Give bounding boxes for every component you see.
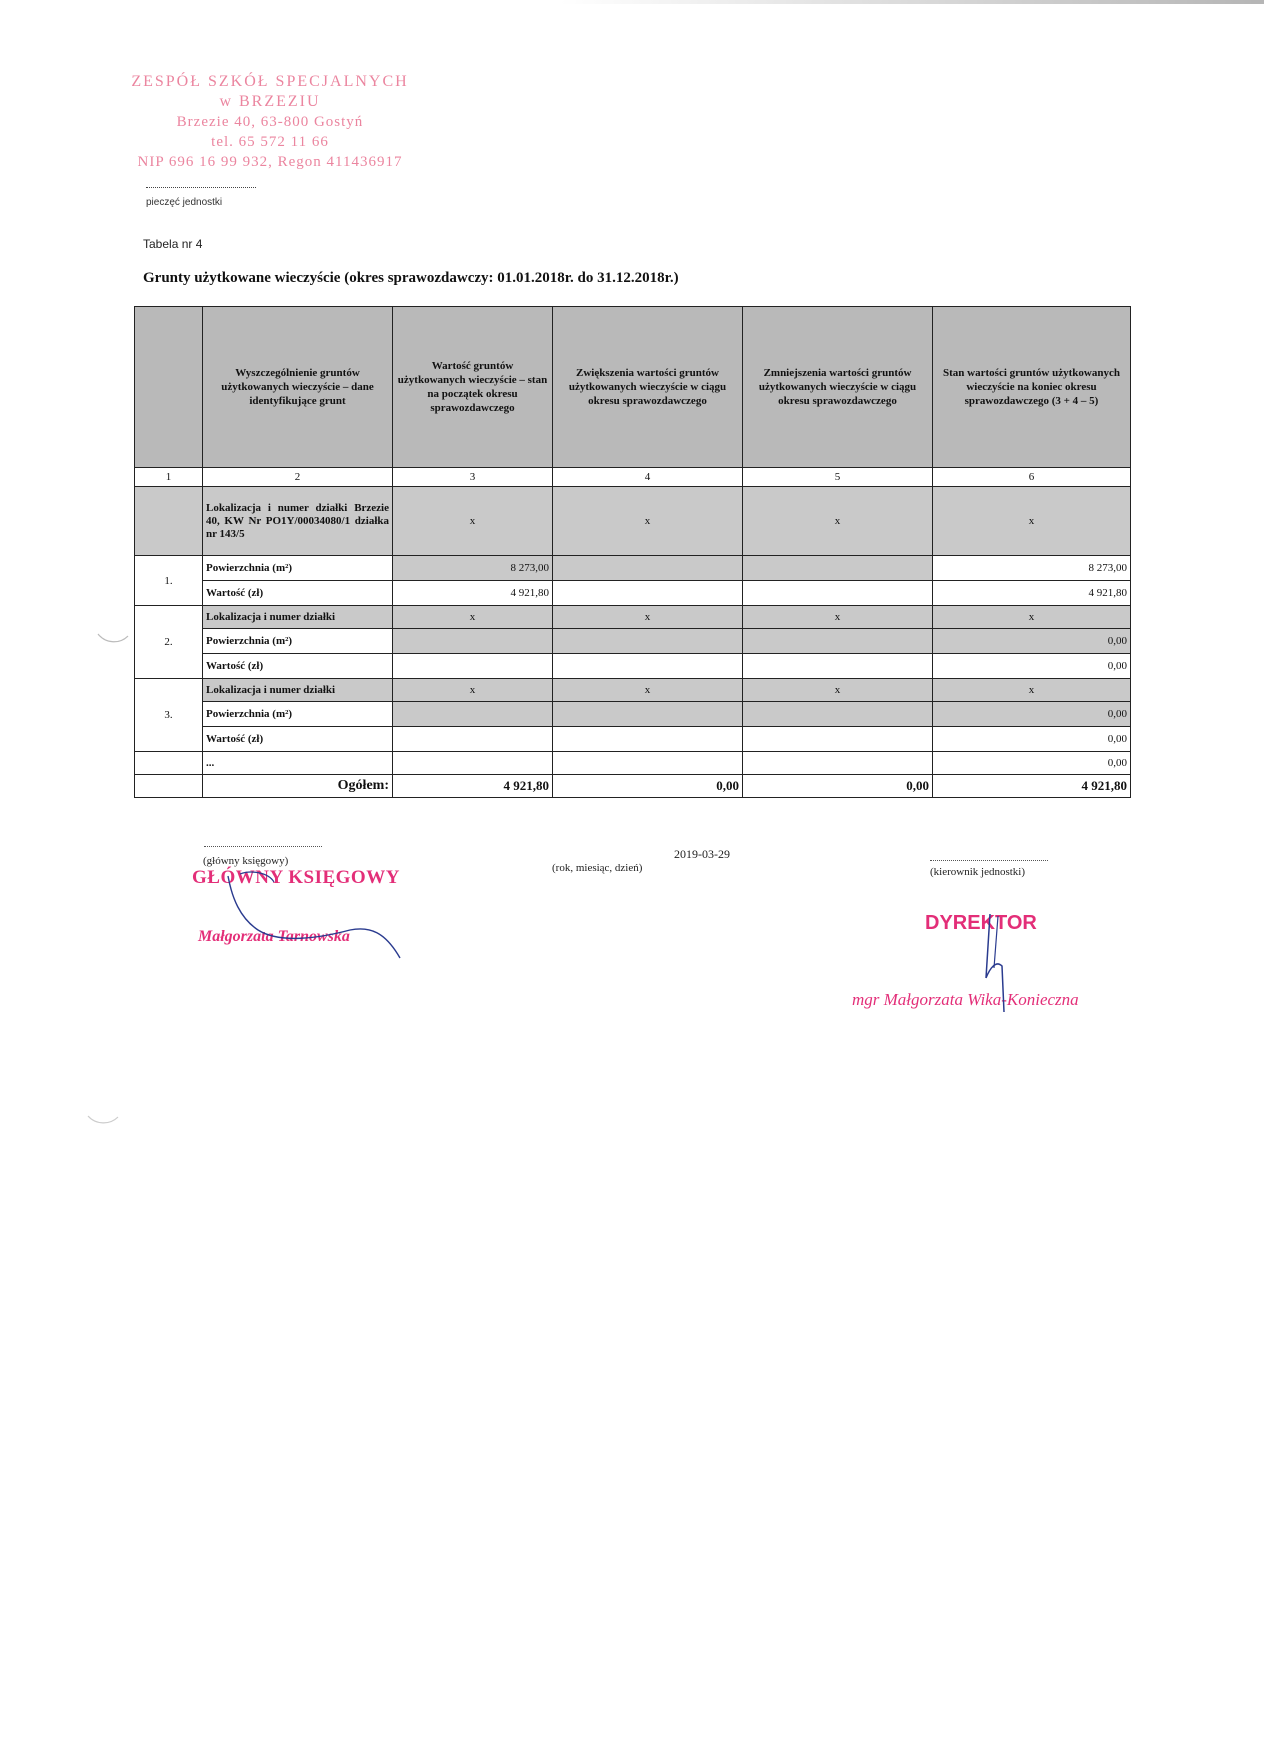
col-num-2: 2	[203, 468, 393, 487]
director-stamp-name: mgr Małgorzata Wika-Konieczna	[852, 990, 1079, 1009]
lot1-value-start: 4 921,80	[393, 581, 553, 606]
director-stamp: DYREKTOR	[925, 912, 1037, 934]
lot3-area-label: Powierzchnia (m²)	[203, 702, 393, 727]
lot3-area-end: 0,00	[933, 702, 1131, 727]
director-signature	[972, 908, 1022, 1018]
header-col-5: Zmniejszenia wartości gruntów użytkowanych wieczyście w ciągu okresu sprawozdawczego	[743, 307, 933, 468]
accountant-caption: (główny księgowy)	[203, 855, 289, 867]
lot2-x-4: x	[553, 606, 743, 629]
lot3-location: Lokalizacja i numer działki	[203, 679, 393, 702]
accountant-signature	[210, 868, 420, 968]
stamp-line-1: ZESPÓŁ SZKÓŁ SPECJALNYCH	[131, 73, 409, 90]
more-label: ...	[203, 752, 393, 775]
lot2-area-end: 0,00	[933, 629, 1131, 654]
lot1-x-4: x	[553, 487, 743, 556]
lot3-x-3: x	[393, 679, 553, 702]
total-col-6: 4 921,80	[933, 775, 1131, 798]
lot3-x-6: x	[933, 679, 1131, 702]
header-col-3: Wartość gruntów użytkowanych wieczyście – stan na początek okresu sprawozdawczego	[393, 307, 553, 468]
total-row	[135, 775, 1131, 798]
table-number: Tabela nr 4	[143, 237, 203, 251]
lot1-location: Lokalizacja i numer działki Brzezie 40, KW Nr PO1Y/00034080/1 działka nr 143/5	[203, 487, 393, 556]
lot3-x-5: x	[743, 679, 933, 702]
lot2-value-row	[135, 654, 1131, 679]
punch-hole-mark	[96, 630, 130, 648]
manager-caption: (kierownik jednostki)	[930, 866, 1026, 878]
header-col-6: Stan wartości gruntów użytkowanych wieczyście na koniec okresu sprawozdawczego (3 + 4 – 5)	[933, 307, 1131, 468]
stamp-line-4: tel. 65 572 11 66	[211, 134, 329, 150]
col-num-1: 1	[135, 468, 203, 487]
lot1-area-label: Powierzchnia (m²)	[203, 556, 393, 581]
col-num-5: 5	[743, 468, 933, 487]
total-col-5: 0,00	[743, 775, 933, 798]
total-col-4: 0,00	[553, 775, 743, 798]
lot3-value-end: 0,00	[933, 727, 1131, 752]
header-col-1	[135, 307, 203, 468]
header-col-4: Zwiększenia wartości gruntów użytkowanych wieczyście w ciągu okresu sprawozdawczego	[553, 307, 743, 468]
lot1-x-5: x	[743, 487, 933, 556]
lot1-x-3: x	[393, 487, 553, 556]
more-value-end: 0,00	[933, 752, 1131, 775]
lot1-x-6: x	[933, 487, 1131, 556]
lot3-value-label: Wartość (zł)	[203, 727, 393, 752]
lot2-value-end: 0,00	[933, 654, 1131, 679]
lot1-area-start: 8 273,00	[393, 556, 553, 581]
lot2-x-6: x	[933, 606, 1131, 629]
lot3-x-4: x	[553, 679, 743, 702]
stamp-line-5: NIP 696 16 99 932, Regon 411436917	[137, 154, 403, 170]
document-title: Grunty użytkowane wieczyście (okres sprawozdawczy: 01.01.2018r. do 31.12.2018r.)	[143, 270, 679, 286]
total-label: Ogółem:	[203, 775, 393, 798]
date-caption: (rok, miesiąc, dzień)	[552, 862, 643, 874]
date-value: 2019-03-29	[674, 847, 730, 861]
more-row	[135, 752, 1131, 775]
lot1-value-end: 4 921,80	[933, 581, 1131, 606]
lot1-value-row	[135, 581, 1131, 606]
lot2-location-row	[135, 606, 1131, 629]
lot3-location-row	[135, 679, 1131, 702]
col-num-3: 3	[393, 468, 553, 487]
stamp-line-2: w BRZEZIU	[219, 93, 321, 110]
lot3-area-row	[135, 702, 1131, 727]
lot3-value-row	[135, 727, 1131, 752]
accountant-dotted-line	[204, 846, 322, 847]
stamp-caption: pieczęć jednostki	[146, 197, 223, 208]
lot2-area-label: Powierzchnia (m²)	[203, 629, 393, 654]
land-table	[134, 306, 1131, 798]
header-col-2: Wyszczególnienie gruntów użytkowanych wieczyście – dane identyfikujące grunt	[203, 307, 393, 468]
manager-dotted-line	[930, 860, 1048, 861]
lot2-x-5: x	[743, 606, 933, 629]
col-num-6: 6	[933, 468, 1131, 487]
accountant-stamp-name: Małgorzata Tarnowska	[198, 928, 350, 945]
stamp-dotted-line	[146, 187, 256, 188]
lot1-area-end: 8 273,00	[933, 556, 1131, 581]
total-col-3: 4 921,80	[393, 775, 553, 798]
lot2-x-3: x	[393, 606, 553, 629]
stamp-line-3: Brzezie 40, 63-800 Gostyń	[176, 114, 364, 130]
lot1-area-row	[135, 556, 1131, 581]
column-number-row	[135, 468, 1131, 487]
lot1-lp: 1.	[135, 556, 203, 606]
scan-edge	[560, 0, 1264, 4]
lot1-value-label: Wartość (zł)	[203, 581, 393, 606]
col-num-4: 4	[553, 468, 743, 487]
lot2-value-label: Wartość (zł)	[203, 654, 393, 679]
header-row	[135, 307, 1131, 468]
lot2-area-row	[135, 629, 1131, 654]
lot3-lp: 3.	[135, 679, 203, 752]
lot2-location: Lokalizacja i numer działki	[203, 606, 393, 629]
lot2-lp: 2.	[135, 606, 203, 679]
accountant-stamp: GŁÓWNY KSIĘGOWY	[192, 867, 400, 888]
lot1-location-row	[135, 487, 1131, 556]
institution-stamp	[110, 72, 430, 172]
punch-hole-mark	[86, 1112, 120, 1128]
